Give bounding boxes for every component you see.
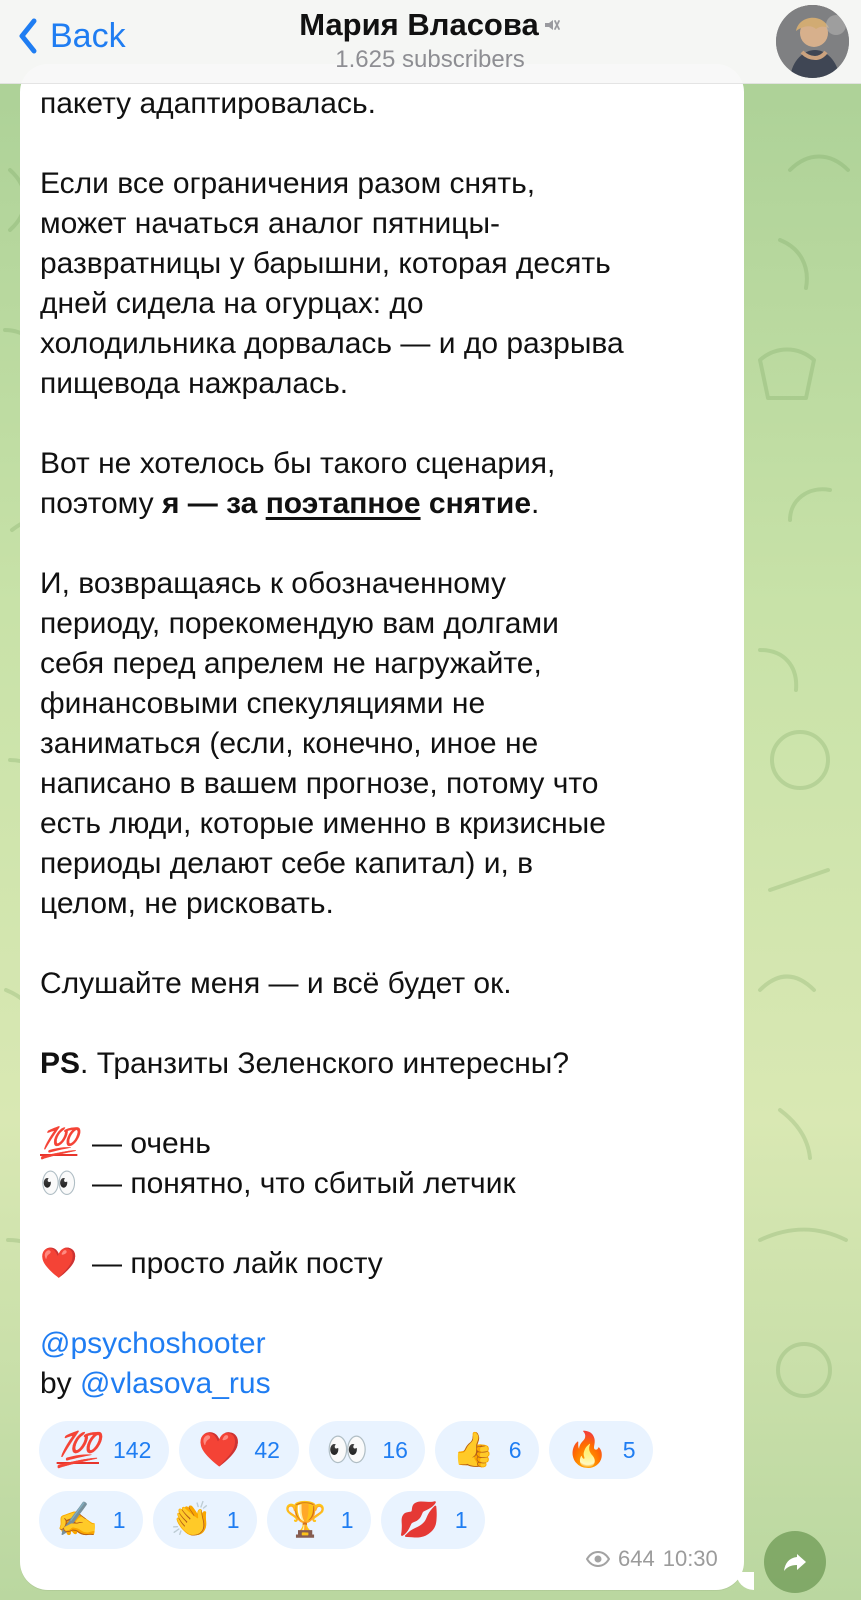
fire-icon: 🔥	[566, 1431, 609, 1469]
writing-hand-icon: ✍️	[56, 1501, 99, 1539]
underlined-fragment: поэтапное	[265, 487, 421, 520]
clapping-hands-icon: 👏	[170, 1501, 213, 1539]
heart-icon: ❤️	[198, 1431, 241, 1469]
message-line: финансовыми спекуляциями не	[40, 687, 486, 720]
paragraph-gap	[40, 404, 720, 444]
channel-title: Мария Власова	[299, 7, 539, 42]
message-fragment: .	[531, 487, 540, 520]
message-line: целом, не рисковать.	[40, 887, 334, 920]
message-line: пакету адаптировалась.	[40, 87, 376, 120]
kiss-mark-icon: 💋	[398, 1501, 441, 1539]
reaction-count: 1	[112, 1506, 126, 1533]
heart-icon: ❤️	[40, 1247, 78, 1280]
message-line: себя перед апрелем не нагружайте,	[40, 647, 542, 680]
message-line: заниматься (если, конечно, иное не	[40, 727, 539, 760]
message-line: Если все ограничения разом снять,	[40, 167, 536, 200]
reaction-count: 42	[254, 1436, 280, 1463]
share-button[interactable]	[764, 1531, 826, 1593]
author-link[interactable]: @vlasova_rus	[80, 1367, 271, 1400]
paragraph-gap	[40, 124, 720, 164]
reaction-count: 1	[226, 1506, 240, 1533]
by-label: by	[40, 1367, 81, 1400]
ps-label: PS	[40, 1047, 81, 1080]
reaction-count: 16	[382, 1436, 408, 1463]
message-line: может начаться аналог пятницы-	[40, 207, 501, 240]
message-line: пищевода нажралась.	[40, 367, 349, 400]
paragraph-gap	[40, 924, 720, 964]
message-line: есть люди, которые именно в кризисные	[40, 807, 606, 840]
reaction-trophy[interactable]	[267, 1491, 371, 1549]
trophy-icon: 🏆	[284, 1501, 327, 1539]
reaction-count: 142	[112, 1436, 152, 1463]
paragraph-gap	[40, 524, 720, 564]
hundred-icon: 💯	[40, 1127, 78, 1160]
views-count: 644	[618, 1546, 655, 1571]
poll-option-label: — очень	[92, 1127, 211, 1160]
reaction-kiss[interactable]	[381, 1491, 485, 1549]
bold-fragment: снятие	[420, 487, 532, 520]
reaction-fire[interactable]	[549, 1421, 653, 1479]
author-credit-line	[40, 1364, 720, 1404]
channel-title-block[interactable]	[210, 6, 650, 74]
message-line	[40, 484, 720, 524]
reaction-clapping[interactable]	[153, 1491, 257, 1549]
message-line: дней сидела на огурцах: до	[40, 287, 424, 320]
ps-question: . Транзиты Зеленского интересны?	[80, 1047, 570, 1080]
paragraph-gap	[40, 1084, 720, 1124]
chat-header	[0, 0, 861, 84]
paragraph-gap	[40, 1284, 720, 1324]
poll-option	[40, 1164, 720, 1204]
paragraph-gap	[40, 1004, 720, 1044]
eyes-icon: 👀	[40, 1167, 76, 1200]
avatar[interactable]	[776, 5, 849, 78]
message-line: развратницы у барышни, которая десять	[40, 247, 611, 280]
eyes-icon: 👀	[326, 1431, 369, 1469]
paragraph-gap	[40, 1204, 720, 1244]
poll-option-label: — понятно, что сбитый летчик	[92, 1167, 516, 1200]
eye-icon	[586, 1551, 610, 1567]
message-line: Вот не хотелось бы такого сценария,	[40, 447, 556, 480]
reaction-writing-hand[interactable]	[39, 1491, 143, 1549]
subscriber-count: 1.625 subscribers	[335, 46, 525, 73]
poll-option	[40, 1244, 720, 1284]
reaction-row	[39, 1491, 699, 1549]
message-time: 10:30	[662, 1546, 718, 1571]
message-fragment: поэтому	[40, 487, 162, 520]
share-icon	[780, 1547, 810, 1577]
message-line: написано в вашем прогнозе, потому что	[40, 767, 599, 800]
channel-link[interactable]: @psychoshooter	[40, 1327, 266, 1360]
bold-fragment: я — за	[161, 487, 266, 520]
hundred-icon: 💯	[56, 1431, 99, 1469]
reaction-count: 1	[340, 1506, 354, 1533]
reaction-hundred[interactable]	[39, 1421, 169, 1479]
reaction-count: 1	[454, 1506, 468, 1533]
back-label: Back	[50, 17, 126, 55]
message-line: периоды делают себе капитал) и, в	[40, 847, 534, 880]
reaction-heart[interactable]	[179, 1421, 299, 1479]
reaction-count: 6	[508, 1436, 522, 1463]
message-line: Слушайте меня — и всё будет ок.	[40, 967, 512, 1000]
message-line: холодильника дорвалась — и до разрыва	[40, 327, 624, 360]
message-text	[40, 84, 720, 1404]
poll-option-label: — просто лайк посту	[92, 1247, 383, 1280]
author-link-line	[40, 1324, 720, 1364]
chevron-left-icon	[14, 15, 42, 57]
message-line: И, возвращаясь к обозначенному	[40, 567, 506, 600]
back-button[interactable]	[14, 15, 126, 57]
reactions-panel	[39, 1421, 699, 1561]
thumbs-up-icon: 👍	[452, 1431, 495, 1469]
reaction-count: 5	[622, 1436, 636, 1463]
message-line	[40, 1044, 720, 1084]
poll-option	[40, 1124, 720, 1164]
mute-icon	[543, 16, 561, 34]
reaction-thumbs-up[interactable]	[435, 1421, 539, 1479]
message-line: периоду, порекомендую вам долгами	[40, 607, 559, 640]
message-meta	[586, 1546, 718, 1572]
reaction-row	[39, 1421, 699, 1479]
reaction-eyes[interactable]	[309, 1421, 425, 1479]
